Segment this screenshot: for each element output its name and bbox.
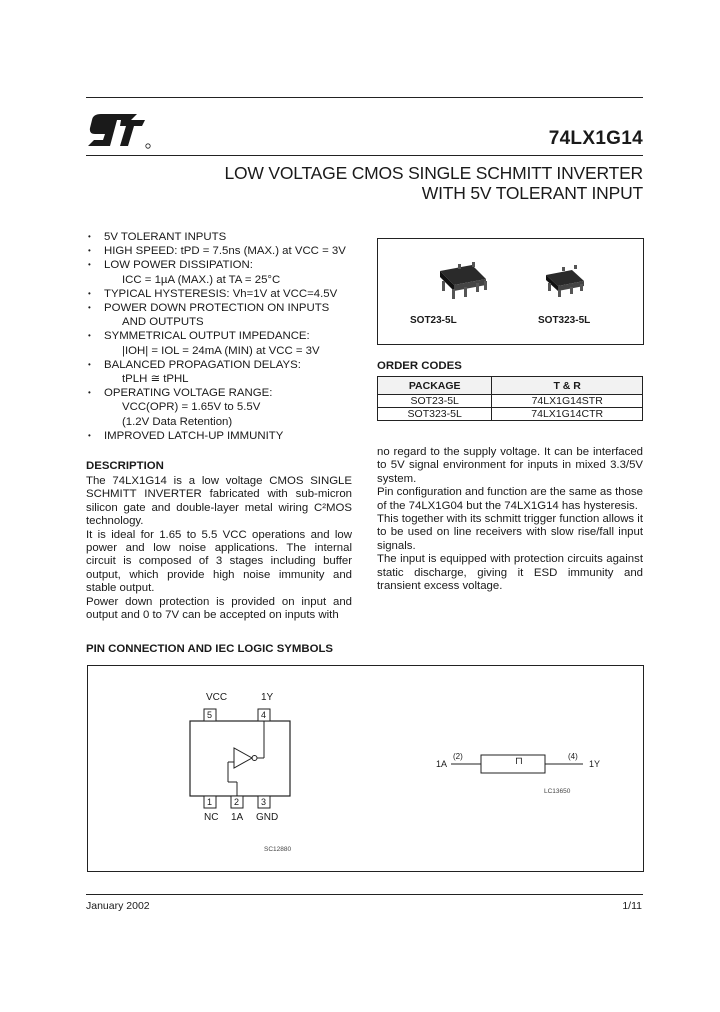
paragraph: The 74LX1G14 is a low voltage CMOS SINGLE SCHMITT INVERTER fabricated with sub-micron silicon gate and double-layer metal wiring C²MOS technology. xyxy=(86,475,352,528)
table-cell: 74LX1G14CTR xyxy=(492,408,643,421)
label-1a: 1A xyxy=(231,812,244,823)
table-cell: 74LX1G14STR xyxy=(492,395,643,408)
pin-5-number: 5 xyxy=(207,710,213,720)
feature-item: • BALANCED PROPAGATION DELAYS: tPLH ≅ tPHL xyxy=(86,358,356,386)
part-number: 74LX1G14 xyxy=(548,128,643,149)
table-row xyxy=(378,395,643,408)
pin-2-number: 2 xyxy=(234,797,240,807)
pin-4-number: 4 xyxy=(261,710,267,720)
label-1y: 1Y xyxy=(261,692,274,703)
table-header-row xyxy=(378,377,643,395)
paragraph: no regard to the supply voltage. It can be interfaced to 5V signal environment for inputs in mixed 3.3/5V system. xyxy=(377,446,643,485)
table-header-package: PACKAGE xyxy=(378,377,492,395)
feature-item: • HIGH SPEED: tPD = 7.5ns (MAX.) at VCC = 3V xyxy=(86,244,356,258)
table-cell: SOT23-5L xyxy=(378,395,492,408)
description-heading: DESCRIPTION xyxy=(86,460,164,472)
feature-item: • IMPROVED LATCH-UP IMMUNITY xyxy=(86,429,356,443)
iec-output-pin: (4) xyxy=(568,752,578,761)
description-left xyxy=(86,475,352,622)
vcc-label: VCC xyxy=(206,692,228,703)
label-nc: NC xyxy=(204,812,219,823)
pinout-drawing xyxy=(188,706,298,812)
footer-rule xyxy=(86,894,643,895)
table-header-tr: T & R xyxy=(492,377,643,395)
package-label-sot23: SOT23-5L xyxy=(410,315,457,326)
table-cell: SOT323-5L xyxy=(378,408,492,421)
st-logo xyxy=(85,106,155,152)
paragraph: This together with its schmitt trigger function allows it to be used on line receivers with slow rise/fall input signals. xyxy=(377,513,643,552)
paragraph: Power down protection is provided on input and output and 0 to 7V can be accepted on inputs with xyxy=(86,595,352,622)
order-codes-table xyxy=(377,376,643,421)
top-rule xyxy=(86,97,643,98)
iec-input-label: 1A xyxy=(436,759,448,769)
order-codes-heading: ORDER CODES xyxy=(377,360,462,372)
diagram-code-right: LC13650 xyxy=(544,788,571,795)
features-list xyxy=(86,230,356,443)
title-line-2: WITH 5V TOLERANT INPUT xyxy=(421,183,643,203)
footer-page: 1/11 xyxy=(622,900,642,912)
description-right xyxy=(377,446,643,593)
feature-item: • POWER DOWN PROTECTION ON INPUTS AND OUTPUTS xyxy=(86,301,356,329)
iec-symbol: ⊓ xyxy=(515,756,523,767)
pin-3-number: 3 xyxy=(261,797,267,807)
pin-1-number: 1 xyxy=(207,797,213,807)
pin-diagram-frame xyxy=(87,665,644,872)
package-box xyxy=(377,238,644,345)
title-rule xyxy=(86,155,643,156)
feature-item: • SYMMETRICAL OUTPUT IMPEDANCE: |IOH| = IOL = 24mA (MIN) at VCC = 3V xyxy=(86,329,356,357)
feature-item: • 5V TOLERANT INPUTS xyxy=(86,230,356,244)
title-line-1: LOW VOLTAGE CMOS SINGLE SCHMITT INVERTER xyxy=(224,163,643,183)
pin-connection-heading: PIN CONNECTION AND IEC LOGIC SYMBOLS xyxy=(86,643,334,655)
iec-output-label: 1Y xyxy=(589,759,601,769)
iec-logic-symbol xyxy=(443,748,603,778)
label-gnd: GND xyxy=(256,812,279,823)
sot323-package-image xyxy=(536,265,596,299)
feature-item: • LOW POWER DISSIPATION: ICC = 1µA (MAX.) at TA = 25°C xyxy=(86,258,356,286)
package-label-sot323: SOT323-5L xyxy=(538,315,591,326)
iec-input-pin: (2) xyxy=(453,752,463,761)
paragraph: The input is equipped with protection circuits against static discharge, giving it ESD immunity and transient excess voltage. xyxy=(377,553,643,593)
sot23-package-image xyxy=(428,261,498,301)
paragraph: It is ideal for 1.65 to 5.5 VCC operations and low power and low noise applications. The internal circuit is composed of 3 stages including buffer output, which provide high noise immunity and stable output. xyxy=(86,528,352,595)
diagram-code-left: SC12880 xyxy=(264,846,292,853)
feature-item: • OPERATING VOLTAGE RANGE: VCC(OPR) = 1.65V to 5.5V (1.2V Data Retention) xyxy=(86,386,356,429)
table-row xyxy=(378,408,643,421)
feature-item: • TYPICAL HYSTERESIS: Vh=1V at VCC=4.5V xyxy=(86,287,356,301)
paragraph: Pin configuration and function are the same as those of the 74LX1G04 but the 74LX1G14 has hysteresis. xyxy=(377,486,643,512)
footer-date: January 2002 xyxy=(86,900,150,912)
